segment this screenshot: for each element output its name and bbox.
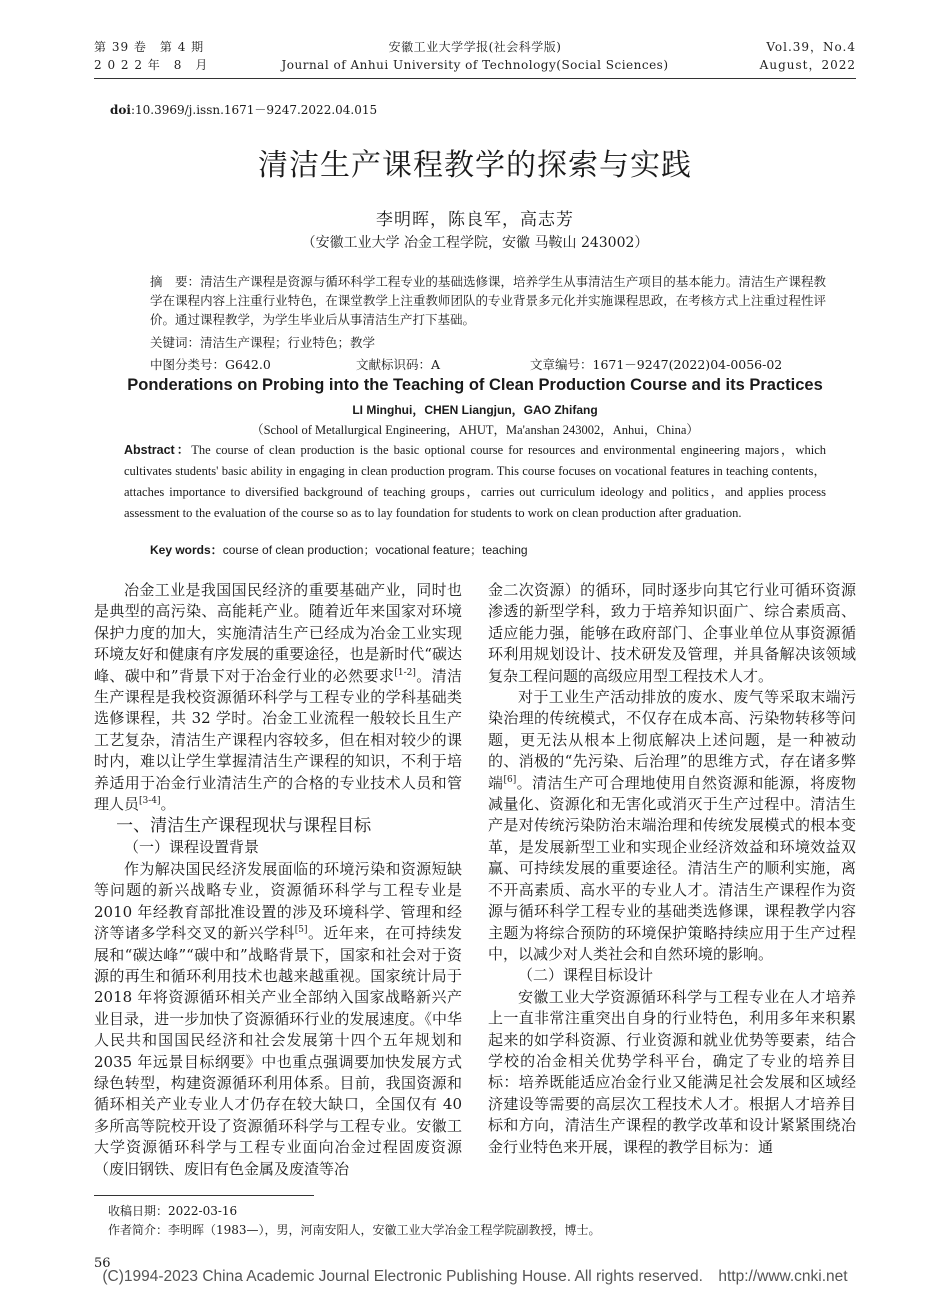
footnote-rule	[94, 1195, 314, 1196]
abstract-cn: 摘 要：清洁生产课程是资源与循环科学工程专业的基础选修课，培养学生从事清洁生产项目的基本能力。清洁生产课程教学在课程内容上注重行业特色，在课堂教学上注重教师团队的专业背景多元化并实施课程思政，在考核方式上注重过程性评价。通过课程教学，为学生毕业后从事清洁生产打下基础。	[150, 274, 826, 327]
header-date-en: August，2022	[759, 58, 856, 72]
text-run: 。近年来，在可持续发展和“碳达峰”“碳中和”战略背景下，国家和社会对于资源的再生和循环利用技术也越来越重视。国家统计局于 2018 年将资源循环相关产业全部纳入国家战略新兴产业目录，进一步加快了资源循环行业的发展速度。《中华人民共和国国民经济和社会发展第十四个五年规划和 2035 年远景目标纲要》中也重点强调要加快发展方式绿色转型，构建资源循环利用体系。目前，我国资源和循环相关产业专业人才仍存在较大缺口，全国仅有 40 多所高等院校开设了资源循环科学与工程专业。安徽工大学资源循环科学与工程专业面向冶金过程固废资源（废旧钢铁、废旧有色金属及废渣等冶	[94, 924, 462, 1178]
header-journal-en: Journal of Anhui University of Technology(Social Sciences)	[281, 58, 669, 72]
footnote-received: 收稿日期：2022-03-16	[108, 1204, 238, 1218]
footnote-author: 作者简介：李明晖（1983—），男，河南安阳人，安徽工业大学冶金工程学院副教授，博士。	[108, 1223, 601, 1237]
english-abstract-text: The course of clean production is the basic optional course for resources and environmental engineering majors，which cultivates students' basic ability in engaging in clean production program. This course focuses on vocational features in teaching contents，attaches importance to diversified background of teaching groups，carries out curriculum ideology and politics，and applies process assessment to the evaluation of the course so as to lay foundation for students to work on clean production after graduation.	[124, 443, 826, 520]
section-heading-1: 一、清洁生产课程现状与课程目标	[116, 816, 372, 837]
subsection-heading-2: （二）课程目标设计	[518, 966, 654, 985]
text-run: 冶金工业是我国国民经济的重要基础产业，同时也是典型的高污染、高能耗产业。随着近年来国家对环境保护力度的加大，实施清洁生产已经成为冶金工业实现环境友好和健康有序发展的重要途径，也是新时代“碳达峰、碳中和”背景下对于冶金行业的必然要求	[94, 581, 462, 685]
citation: [5]	[294, 925, 308, 936]
document-code: 文献标识码：A	[356, 357, 441, 372]
citation: [6]	[503, 774, 517, 785]
english-keywords-text: course of clean production；vocational feature；teaching	[222, 543, 528, 557]
doi-label: doi	[110, 103, 131, 117]
keywords-cn: 关键词：清洁生产课程；行业特色；教学	[150, 335, 376, 350]
citation: [3-4]	[139, 796, 161, 807]
english-keywords-label: Key words：	[150, 543, 223, 557]
english-authors: LI Minghui，CHEN Liangjun，GAO Zhifang	[352, 403, 598, 417]
text-run: 作为解决国民经济发展面临的环境污染和资源短缺等问题的新兴战略专业，资源循环科学与工程专业是 2010 年经教育部批准设置的涉及环境科学、管理和经济等诸多学科交叉的新兴学科	[94, 859, 462, 943]
english-abstract	[124, 440, 826, 524]
paragraph	[488, 687, 856, 965]
paragraph: 安徽工业大学资源循环科学与工程专业在人才培养上一直非常注重突出自身的行业特色，利用多年来积累起来的如学科资源、行业资源和就业优势等要素，结合学校的冶金相关优势学科平台，确定了专业的培养目标：培养既能适应冶金行业又能满足社会发展和区域经济建设等需要的高层次工程技术人才。根据人才培养目标和方向，清洁生产课程的教学改革和设计紧紧围绕冶金行业特色来开展，课程的教学目标为：通	[488, 987, 856, 1156]
affiliation: （安徽工业大学 冶金工程学院，安徽 马鞍山 243002）	[301, 235, 649, 251]
citation: [1-2]	[394, 667, 416, 678]
paragraph	[94, 580, 462, 815]
paragraph: 金二次资源）的循环，同时逐步向其它行业可循环资源渗透的新型学科，致力于培养知识面广、综合素质高、适应能力强，能够在政府部门、企事业单位从事资源循环利用规划设计、技术研发及管理，并具备解决该领域复杂工程问题的高级应用型工程技术人才。	[488, 581, 856, 685]
english-title: Ponderations on Probing into the Teaching of Clean Production Course and its Practices	[127, 376, 823, 394]
header-rule	[94, 78, 856, 79]
body-right-column	[488, 580, 856, 1158]
header-date: 2 0 2 2 年 8 月	[94, 58, 209, 72]
english-affiliation: （School of Metallurgical Engineering，AHUT，Ma'anshan 243002，Anhui，China）	[251, 423, 699, 437]
page-number: 56	[94, 1256, 111, 1271]
subsection-heading-1: （一）课程设置背景	[124, 838, 260, 857]
body-left-column	[94, 580, 462, 1180]
paragraph	[94, 859, 462, 1180]
authors: 李明晖，陈良军，高志芳	[376, 210, 574, 230]
page-title: 清洁生产课程教学的探索与实践	[258, 148, 692, 183]
article-number: 文章编号：1671－9247(2022)04-0056-02	[530, 357, 783, 372]
copyright-footer: (C)1994-2023 China Academic Journal Electronic Publishing House. All rights reserved. http://www.cnki.net	[102, 1268, 848, 1285]
english-abstract-label: Abstract：	[124, 443, 192, 457]
clc-number: 中图分类号：G642.0	[150, 357, 271, 372]
text-run: 对于工业生产活动排放的废水、废气等采取末端污染治理的传统模式，不仅存在成本高、污染物转移等问题，更无法从根本上彻底解决上述问题，是一种被动的、消极的“先污染、后治理”的思维方式，存在诸多弊端	[488, 688, 856, 792]
text-run: 。清洁生产课程是我校资源循环科学与工程专业的学科基础类选修课程，共 32 学时。冶金工业流程一般较长且生产工艺复杂，清洁生产课程内容较多，但在相对较少的课时内，难以让学生掌握清洁生产课程的知识，不利于培养适用于冶金行业清洁生产的合格的专业技术人员和管理人员	[94, 666, 462, 814]
header-vol-en: Vol.39，No.4	[766, 40, 856, 54]
doi-value: :10.3969/j.issn.1671－9247.2022.04.015	[130, 103, 378, 117]
text-run: 。清洁生产可合理地使用自然资源和能源，将废物减量化、资源化和无害化或消灭于生产过程中。清洁生产是对传统污染防治末端治理和传统发展模式的根本变革，是发展新型工业和实现企业经济效益和环境效益双赢、可持续发展的重要途径。清洁生产的顺利实施，离不开高素质、高水平的专业人才。清洁生产课程作为资源与循环科学工程专业的基础类选修课，课程教学内容主题为将综合预防的环境保护策略持续应用于生产过程中，以减少对人类社会和自然环境的影响。	[488, 773, 856, 963]
text-run: 。	[160, 795, 176, 814]
english-keywords	[150, 541, 528, 558]
header-journal-cn: 安徽工业大学学报(社会科学版)	[388, 40, 562, 54]
header-volume-issue: 第 39 卷 第 4 期	[94, 40, 205, 54]
doi	[110, 101, 377, 118]
